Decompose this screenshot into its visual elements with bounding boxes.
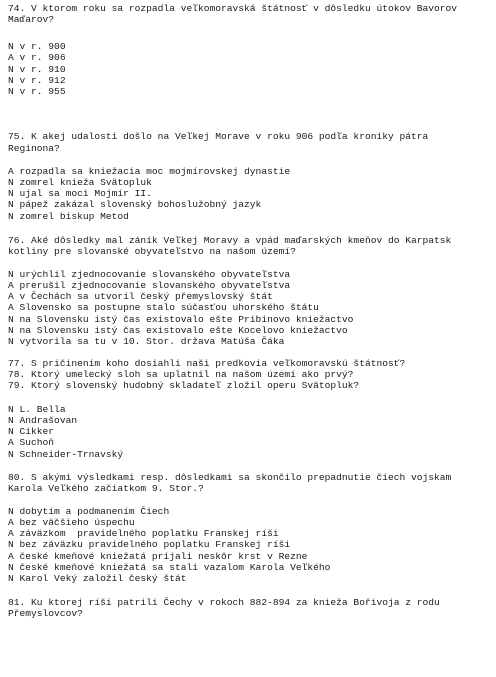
answer-option: A Slovensko sa postupne stalo súčasťou uhorského štátu: [8, 302, 319, 313]
answer-option: N vytvorila sa tu v 10. Stor. država Matúša Čáka: [8, 336, 285, 347]
question-80-text: 80. S akými výsledkami resp. dôsledkami sa skončilo prepadnutie čiech vojskam: [8, 472, 452, 483]
answer-option: N na Slovensku istý čas existovalo ešte Kocelovo kniežactvo: [8, 325, 348, 336]
answer-option: A v r. 906: [8, 52, 66, 63]
answer-option: A záväzkom pravidelného poplatku Franskej ríši: [8, 528, 279, 539]
answer-option: N L. Bella: [8, 404, 66, 415]
answer-option: N urýchlil zjednocovanie slovanského obyvateľstva: [8, 269, 291, 280]
question-74-text-cont: Maďarov?: [8, 14, 55, 25]
question-74-text: 74. V ktorom roku sa rozpadla veľkomoravská štátnosť v dôsledku útokov Bavorov: [8, 3, 458, 14]
answer-option: A bez väčšieho úspechu: [8, 517, 135, 528]
answer-option: A Suchoň: [8, 437, 55, 448]
question-76-text-cont: kotliny pre slovanské obyvateľstvo na našom území?: [8, 246, 296, 257]
question-77-text: 77. S pričinením koho dosiahli naši predkovia veľkomoravskú štátnosť?: [8, 358, 406, 369]
question-81-text: 81. Ku ktorej ríši patrili Čechy v rokoch 882-894 za knieža Bořivoja z rodu: [8, 597, 440, 608]
answer-option: N Cikker: [8, 426, 55, 437]
question-76-text: 76. Aké dôsledky mal zánik Veľkej Moravy a vpád maďarských kmeňov do Karpatsk: [8, 235, 452, 246]
answer-option: N dobytím a podmanením Čiech: [8, 506, 170, 517]
answer-option: A v Čechách sa utvoril český přemyslovský štát: [8, 291, 273, 302]
question-81-text-cont: Přemyslovcov?: [8, 608, 83, 619]
question-80-text-cont: Karola Veľkého začiatkom 9. Stor.?: [8, 483, 204, 494]
answer-option: N pápež zakázal slovenský bohoslužobný jazyk: [8, 199, 262, 210]
answer-option: A české kmeňové kniežatá prijali neskôr krst v Rezne: [8, 551, 308, 562]
answer-option: N české kmeňové kniežatá sa stali vazalom Karola Veľkého: [8, 562, 331, 573]
answer-option: N zomrel knieža Svätopluk: [8, 177, 152, 188]
question-75-text: 75. K akej udalosti došlo na Veľkej Morave v roku 906 podľa kroniky pátra: [8, 131, 429, 142]
answer-option: N zomrel biskup Metod: [8, 211, 129, 222]
question-78-text: 78. Ktorý umelecký sloh sa uplatnil na našom území ako prvý?: [8, 369, 354, 380]
answer-option: A prerušil zjednocovanie slovanského obyvateľstva: [8, 280, 291, 291]
answer-option: N Schneider-Trnavský: [8, 449, 124, 460]
answer-option: N v r. 912: [8, 75, 66, 86]
question-79-text: 79. Ktorý slovenský hudobný skladateľ zložil operu Svätopluk?: [8, 380, 360, 391]
answer-option: N v r. 900: [8, 41, 66, 52]
question-75-text-cont: Reginona?: [8, 143, 60, 154]
answer-option: N ujal sa moci Mojmír II.: [8, 188, 152, 199]
answer-option: N Karol Veký založil český štát: [8, 573, 187, 584]
answer-option: N bez záväzku pravidelného poplatku Franskej ríši: [8, 539, 291, 550]
answer-option: N v r. 955: [8, 86, 66, 97]
answer-option: A rozpadla sa kniežacia moc mojmírovskej dynastie: [8, 166, 291, 177]
answer-option: N na Slovensku istý čas existovalo ešte Pribinovo kniežactvo: [8, 314, 354, 325]
answer-option: N Andrašovan: [8, 415, 78, 426]
answer-option: N v r. 910: [8, 64, 66, 75]
